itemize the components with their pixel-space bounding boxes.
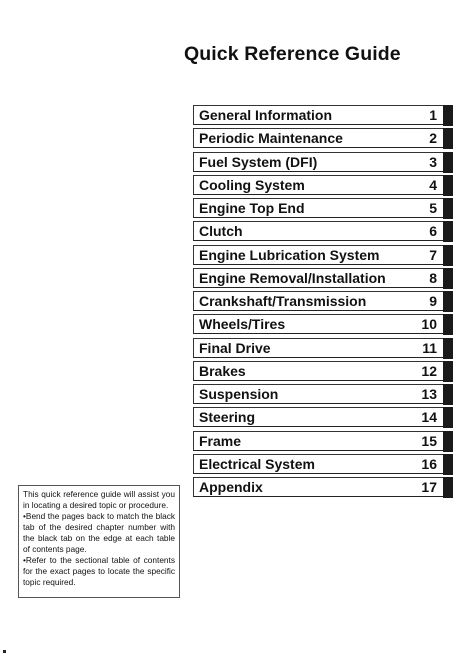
toc-label: General Information	[199, 107, 333, 123]
toc-number: 16	[421, 455, 437, 472]
toc-number: 13	[421, 386, 437, 402]
toc-number: 10	[421, 316, 437, 333]
black-tab	[443, 105, 453, 126]
toc-number: 7	[429, 246, 437, 263]
toc-number: 14	[421, 409, 437, 426]
toc-row-wheels-tires[interactable]	[193, 314, 453, 334]
toc-number: 9	[429, 293, 437, 309]
toc-label: Frame	[199, 432, 242, 449]
black-tab	[443, 338, 453, 359]
black-tab	[443, 221, 453, 242]
guide-bullet-bend-pages: •Bend the pages back to match the black tab of the desired chapter number with the black tab on the edge at each table of contents page.	[23, 511, 175, 554]
black-tab	[443, 198, 453, 219]
toc-row-crankshaft-transmission[interactable]	[193, 291, 453, 311]
toc-number: 8	[429, 269, 437, 286]
toc-row-clutch[interactable]	[193, 221, 453, 241]
page-title: Quick Reference Guide	[184, 43, 401, 65]
toc-row-fuel-system[interactable]	[193, 152, 453, 172]
toc-label: Engine Lubrication System	[199, 246, 380, 263]
black-tab	[443, 454, 453, 475]
black-tab	[443, 431, 453, 452]
toc-row-frame[interactable]	[193, 431, 453, 451]
toc-number: 5	[429, 200, 437, 216]
toc-label: Fuel System (DFI)	[199, 153, 318, 170]
toc-row-cooling-system[interactable]	[193, 175, 453, 195]
toc-row-appendix[interactable]	[193, 477, 453, 497]
toc-label: Clutch	[199, 223, 243, 240]
toc-row-electrical-system[interactable]	[193, 454, 453, 474]
registration-mark	[3, 650, 6, 653]
toc-row-steering[interactable]	[193, 407, 453, 427]
toc-label: Electrical System	[199, 455, 315, 472]
black-tab	[443, 407, 453, 428]
toc-number: 4	[429, 176, 437, 193]
toc-row-engine-removal-installation[interactable]	[193, 268, 453, 288]
toc-label: Appendix	[199, 479, 263, 495]
black-tab	[443, 175, 453, 196]
black-tab	[443, 291, 453, 312]
black-tab	[443, 128, 453, 149]
guide-bullet-sectional-toc: •Refer to the sectional table of contents for the exact pages to locate the specific topic required.	[23, 555, 175, 587]
black-tab	[443, 268, 453, 289]
toc-number: 11	[422, 339, 437, 356]
black-tab	[443, 152, 453, 173]
black-tab	[443, 245, 453, 266]
toc-number: 17	[421, 479, 437, 495]
black-tab	[443, 314, 453, 335]
toc-label: Engine Top End	[199, 200, 305, 216]
toc-number: 3	[429, 153, 437, 170]
toc-label: Crankshaft/Transmission	[199, 293, 367, 309]
black-tab	[443, 361, 453, 382]
toc-number: 6	[429, 223, 437, 240]
toc-row-suspension[interactable]	[193, 384, 453, 404]
black-tab	[443, 384, 453, 405]
toc-row-brakes[interactable]	[193, 361, 453, 381]
toc-row-engine-lubrication-system[interactable]	[193, 245, 453, 265]
toc-label: Final Drive	[199, 339, 271, 356]
toc-number: 2	[429, 130, 437, 147]
toc-label: Engine Removal/Installation	[199, 269, 386, 286]
usage-instructions-box	[18, 485, 180, 598]
toc-label: Steering	[199, 409, 256, 426]
toc-row-general-information[interactable]	[193, 105, 453, 125]
toc-label: Cooling System	[199, 176, 305, 193]
toc-label: Wheels/Tires	[199, 316, 286, 333]
toc-row-final-drive[interactable]	[193, 338, 453, 358]
toc-number: 1	[429, 107, 437, 123]
guide-intro: This quick reference guide will assist you in locating a desired topic or procedure.	[23, 489, 175, 510]
toc-row-engine-top-end[interactable]	[193, 198, 453, 218]
toc-row-periodic-maintenance[interactable]	[193, 128, 453, 148]
toc-label: Brakes	[199, 362, 246, 379]
toc-number: 12	[421, 362, 437, 379]
black-tab	[443, 477, 453, 498]
quick-reference-index	[193, 105, 453, 500]
toc-number: 15	[421, 432, 437, 449]
toc-label: Suspension	[199, 386, 279, 402]
toc-label: Periodic Maintenance	[199, 130, 343, 147]
